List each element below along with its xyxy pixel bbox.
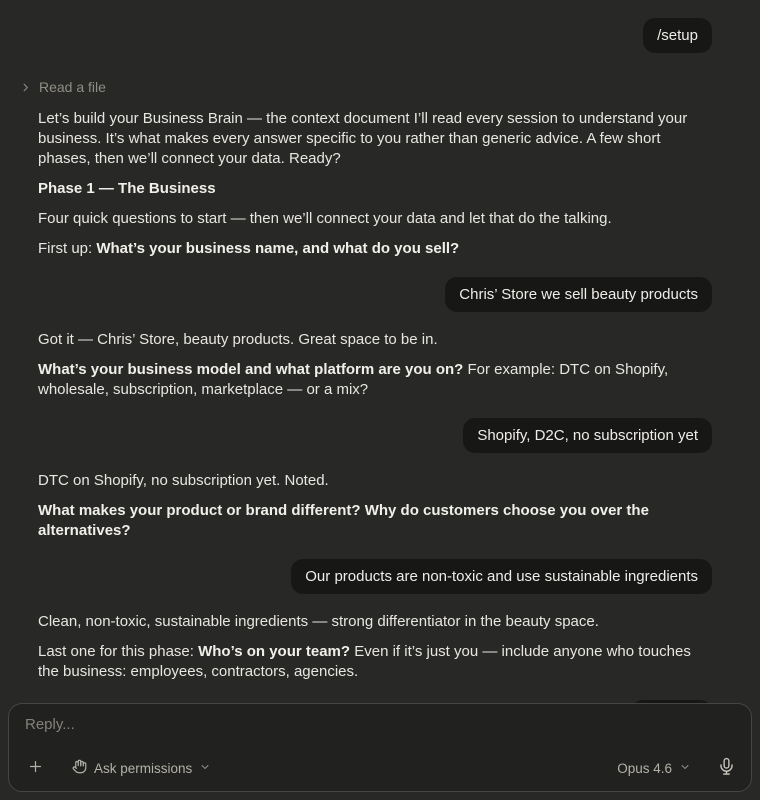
tool-call-label: Read a file (39, 79, 106, 95)
assistant-message (38, 239, 712, 259)
plus-icon (27, 758, 44, 778)
message-text: Even if it’s just you — include anyone who touches the business: employees, contractors, agencies. (38, 643, 691, 680)
user-message (38, 18, 712, 53)
user-message-bubble: Shopify, D2C, no subscription yet (463, 418, 712, 453)
user-message-bubble: /setup (643, 18, 712, 53)
assistant-message (38, 612, 712, 632)
message-text: Got it — Chris’ Store, beauty products. Great space to be in. (38, 331, 438, 348)
message-text-bold: Who’s on your team? (198, 643, 351, 660)
assistant-message (38, 209, 712, 229)
message-text-bold: What makes your product or brand different? Why do customers choose you over the alternatives? (38, 502, 649, 539)
message-text: For example: DTC on Shopify, wholesale, subscription, marketplace — or a mix? (38, 361, 669, 398)
chevron-down-icon (679, 761, 691, 776)
assistant-message (38, 179, 712, 199)
message-text: Let’s build your Business Brain — the context document I’ll read every session to understand your business. It’s what makes every answer specific to you rather than generic advice. A few short phases, then we’ll connect your data. Ready? (38, 110, 688, 167)
assistant-message (38, 360, 712, 400)
composer-toolbar (23, 755, 738, 781)
message-text-bold: What’s your business name, and what do you sell? (96, 240, 460, 257)
user-message (38, 559, 712, 594)
model-selector[interactable] (613, 759, 695, 778)
assistant-message (38, 109, 712, 169)
assistant-message (38, 642, 712, 682)
message-text-bold: Phase 1 — The Business (38, 180, 216, 197)
user-message-bubble: Our products are non-toxic and use sustainable ingredients (291, 559, 712, 594)
voice-input-button[interactable] (715, 755, 738, 781)
model-label: Opus 4.6 (617, 760, 672, 776)
message-text: DTC on Shopify, no subscription yet. Noted. (38, 472, 329, 489)
attach-button[interactable] (25, 756, 46, 780)
assistant-message (38, 501, 712, 541)
user-message (38, 277, 712, 312)
permissions-label: Ask permissions (94, 760, 193, 776)
message-text: Last one for this phase: (38, 643, 199, 660)
message-text: First up: (38, 240, 97, 257)
assistant-message (38, 471, 712, 491)
tool-call-read-a-file[interactable] (20, 77, 712, 97)
chevron-right-icon (20, 82, 31, 93)
chevron-down-icon (199, 761, 211, 776)
microphone-icon (717, 757, 736, 779)
user-message (38, 418, 712, 453)
reply-composer (8, 703, 752, 792)
hand-raised-icon (72, 759, 87, 777)
message-text: Clean, non-toxic, sustainable ingredients — strong differentiator in the beauty space. (38, 613, 599, 630)
reply-input[interactable] (23, 714, 721, 733)
user-message-bubble: Chris’ Store we sell beauty products (445, 277, 712, 312)
assistant-message (38, 330, 712, 350)
permissions-selector[interactable] (68, 757, 215, 779)
message-text: Four quick questions to start — then we’ll connect your data and let that do the talking. (38, 210, 612, 227)
message-text-bold: What’s your business model and what platform are you on? (38, 361, 464, 378)
